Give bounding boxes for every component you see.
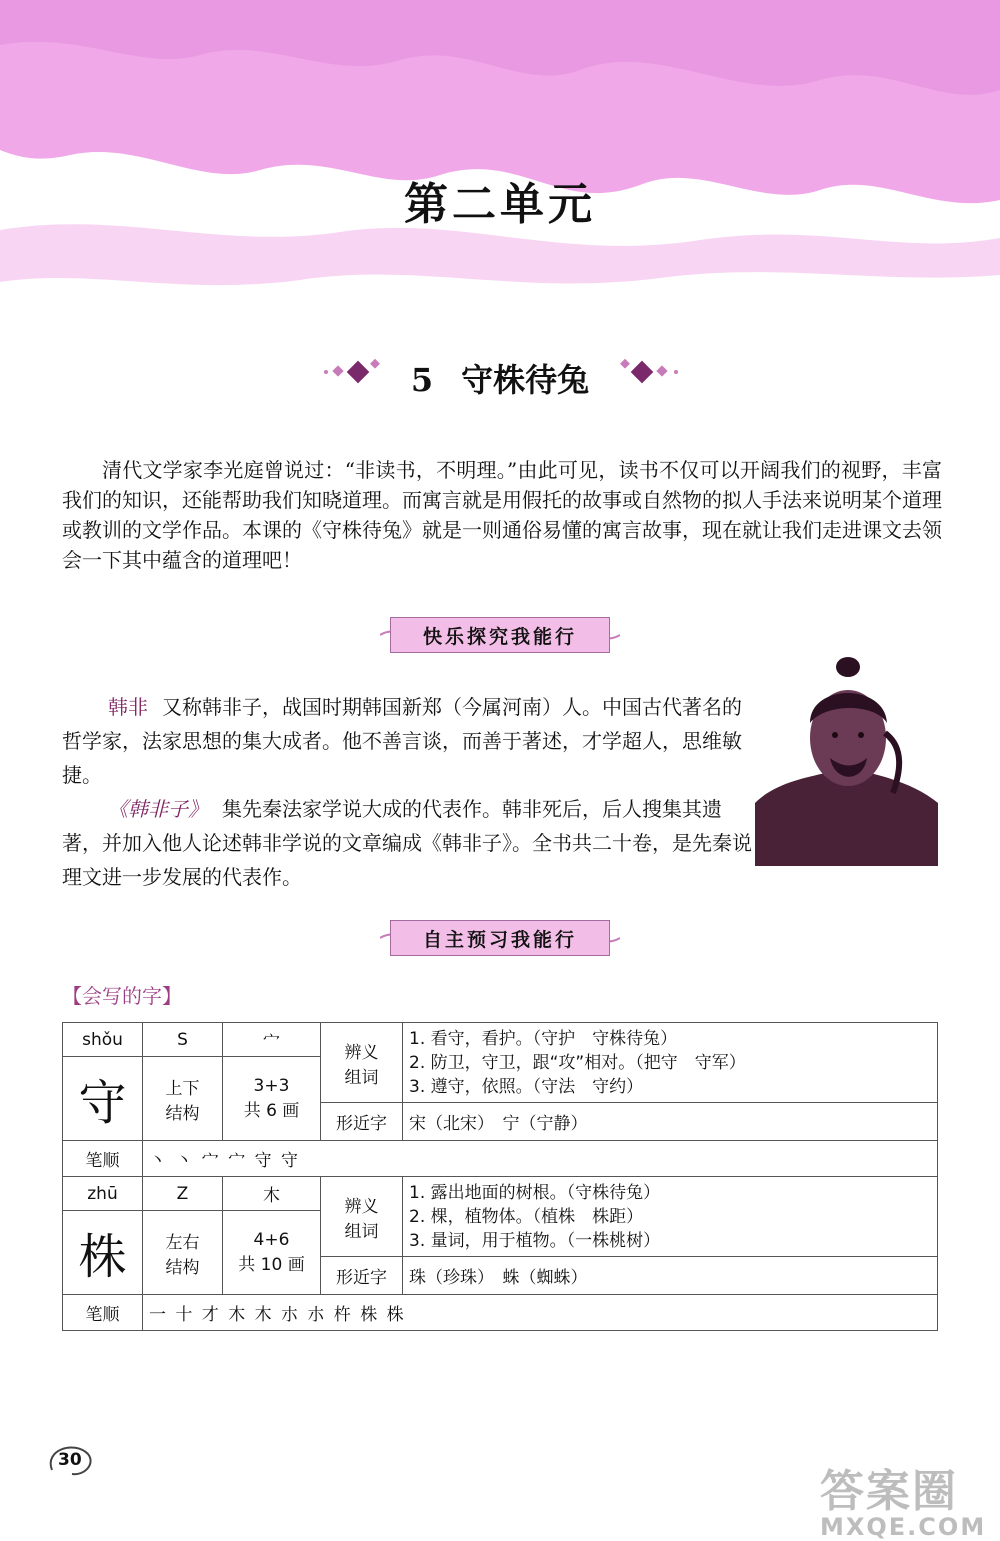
letter-cell: S (143, 1023, 223, 1057)
meaning-label: 组词 (344, 1067, 379, 1088)
meaning-label: 辨义 (344, 1196, 379, 1217)
bio-term-hanfei: 韩非 (108, 695, 148, 719)
pinyin-cell: shǒu (63, 1023, 143, 1057)
page-number (44, 1440, 94, 1480)
similar-cell: 珠（珍珠） 蛛（蜘蛛） (403, 1257, 938, 1295)
meaning-item: 1. 露出地面的树根。（守株待兔） (409, 1182, 661, 1203)
strokes-text: 3+3 (253, 1076, 290, 1096)
meaning-label: 辨义 (344, 1042, 379, 1063)
meaning-label-cell (321, 1177, 403, 1257)
intro-paragraph: 清代文学家李光庭曾说过：“非读书，不明理。”由此可见，读书不仅可以开阔我们的视野，丰富我们的知识，还能帮助我们知晓道理。而寓言就是用假托的故事或自然物的拟人手法来说明某个道理或教训的文学作品。本课的《守株待兔》就是一则通俗易懂的寓言故事，现在就让我们走进课文去领会一下其中蕴含的道理吧！ (62, 458, 942, 572)
strokes-text: 共 6 画 (243, 1101, 300, 1121)
meaning-item: 1. 看守，看护。（守护 守株待兔） (409, 1028, 678, 1049)
watermark-cn: 答案圈 (820, 1466, 958, 1517)
strokes-cell (223, 1211, 321, 1295)
bio-text-hanfei: 又称韩非子，战国时期韩国新郑（今属河南）人。中国古代著名的哲学家，法家思想的集大成者。他不善言谈，而善于著述，才学超人，思维敏捷。 (62, 695, 742, 787)
pink-cloud-banner (0, 0, 1000, 310)
header-banner (0, 0, 1000, 310)
unit-title: 第二单元 (404, 179, 596, 230)
meanings-cell (403, 1023, 938, 1103)
structure-text: 结构 (165, 1103, 200, 1124)
letter-cell: Z (143, 1177, 223, 1211)
order-label-cell: 笔顺 (63, 1295, 143, 1331)
stroke-order-cell: 丶 丶 宀 宀 守 守 (143, 1141, 938, 1177)
right-ornament-icon (612, 358, 682, 388)
stroke-order-cell: 一 十 才 木 木 朩 朩 杵 株 株 (143, 1295, 938, 1331)
watermark-url: MXQE.COM (820, 1513, 987, 1541)
watermark (820, 1455, 995, 1541)
lesson-name: 守株待兔 (461, 361, 590, 399)
section-tag-label: 自主预习我能行 (390, 920, 610, 956)
meaning-label-cell (321, 1023, 403, 1103)
strokes-cell (223, 1057, 321, 1141)
table-row (63, 1177, 938, 1211)
bio-term-book: 《韩非子》 (108, 797, 208, 821)
similar-cell: 宋（北宋） 宁（宁静） (403, 1103, 938, 1141)
strokes-text: 共 10 画 (238, 1255, 305, 1275)
table-row (63, 1295, 938, 1331)
table-row (63, 1023, 938, 1057)
structure-cell (143, 1057, 223, 1141)
section-tag-label: 快乐探究我能行 (390, 617, 610, 653)
structure-text: 结构 (165, 1257, 200, 1278)
bio-paragraph-hanfei (62, 690, 752, 792)
meaning-item: 2. 棵，植物体。（植株 株距） (409, 1206, 644, 1227)
meaning-label: 组词 (344, 1221, 379, 1242)
meaning-item: 3. 遵守，依照。（守法 守约） (409, 1076, 644, 1097)
radical-cell: 木 (223, 1177, 321, 1211)
character-table (62, 1022, 938, 1331)
pinyin-cell: zhū (63, 1177, 143, 1211)
meaning-item: 3. 量词，用于植物。（一株桃树） (409, 1230, 661, 1251)
section-tag-preview (380, 916, 620, 960)
hanfei-portrait (755, 653, 938, 866)
similar-label-cell: 形近字 (321, 1103, 403, 1141)
order-label-cell: 笔顺 (63, 1141, 143, 1177)
section-tag-explore (380, 613, 620, 657)
write-chars-label: 【会写的字】 (62, 984, 182, 1008)
bio-text-book: 集先秦法家学说大成的代表作。韩非死后，后人搜集其遗著，并加入他人论述韩非学说的文章编成《韩非子》。全书共二十卷，是先秦说理文进一步发展的代表作。 (62, 797, 752, 889)
bio-paragraph-book (62, 792, 752, 894)
character-cell: 株 (63, 1211, 143, 1295)
page-number-text: 30 (58, 1450, 82, 1470)
radical-cell: 宀 (223, 1023, 321, 1057)
strokes-text: 4+6 (253, 1230, 290, 1250)
lesson-title (0, 355, 1000, 401)
table-row (63, 1141, 938, 1177)
meaning-item: 2. 防卫，守卫，跟“攻”相对。（把守 守军） (409, 1052, 746, 1073)
structure-text: 上下 (165, 1078, 200, 1099)
character-cell: 守 (63, 1057, 143, 1141)
lesson-number: 5 (410, 361, 434, 399)
structure-text: 左右 (165, 1232, 200, 1253)
similar-label-cell: 形近字 (321, 1257, 403, 1295)
structure-cell (143, 1211, 223, 1295)
meanings-cell (403, 1177, 938, 1257)
author-bio (62, 690, 752, 894)
